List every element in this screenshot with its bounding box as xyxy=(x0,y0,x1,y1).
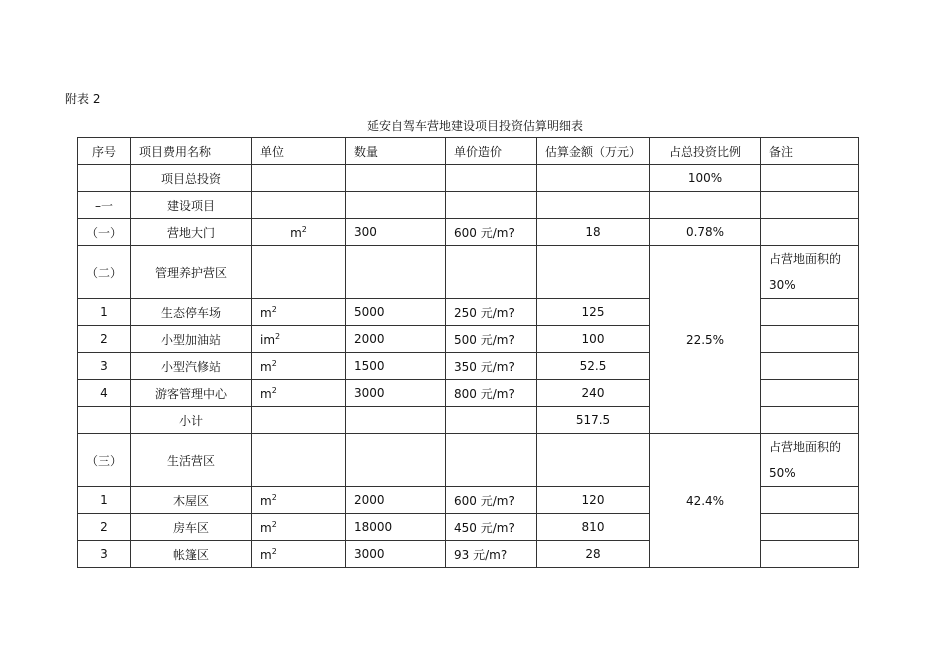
amount-cell: 810 xyxy=(537,514,650,541)
investment-table xyxy=(77,137,859,568)
header-cell: 单价造价 xyxy=(446,138,537,165)
price-cell: 600 元/m? xyxy=(446,487,537,514)
price-cell: 350 元/m? xyxy=(446,353,537,380)
header-cell: 项目费用名称 xyxy=(131,138,252,165)
header-cell: 备注 xyxy=(761,138,859,165)
amount-cell: 240 xyxy=(537,380,650,407)
amount-cell: 100 xyxy=(537,326,650,353)
price-cell: 93 元/m? xyxy=(446,541,537,568)
qty-cell: 300 xyxy=(346,219,446,246)
header-cell: 占总投资比例 xyxy=(650,138,761,165)
name-cell: 营地大门 xyxy=(131,219,252,246)
qty-cell: 3000 xyxy=(346,380,446,407)
name-cell: 生态停车场 xyxy=(131,299,252,326)
price-cell: 500 元/m? xyxy=(446,326,537,353)
no-cell: （二） xyxy=(78,246,131,299)
qty-cell: 2000 xyxy=(346,326,446,353)
price-cell: 600 元/m? xyxy=(446,219,537,246)
unit-cell: $m^2$ xyxy=(252,487,346,514)
ratio-cell: 0.78% xyxy=(650,219,761,246)
no-cell: 3 xyxy=(78,541,131,568)
qty-cell: 3000 xyxy=(346,541,446,568)
no-cell: 1 xyxy=(78,299,131,326)
no-cell: 4 xyxy=(78,380,131,407)
unit-cell: $m^2$ xyxy=(252,299,346,326)
amount-cell: 18 xyxy=(537,219,650,246)
name-cell: 项目总投资 xyxy=(131,165,252,192)
remark-cell: 占营地面积的 30% xyxy=(761,246,859,299)
header-cell: 数量 xyxy=(346,138,446,165)
ratio-cell: 100% xyxy=(650,165,761,192)
no-cell: 3 xyxy=(78,353,131,380)
unit-cell: $m^2$ xyxy=(252,514,346,541)
price-cell: 800 元/m? xyxy=(446,380,537,407)
header-row xyxy=(78,138,859,165)
name-cell: 木屋区 xyxy=(131,487,252,514)
qty-cell: 1500 xyxy=(346,353,446,380)
header-cell: 单位 xyxy=(252,138,346,165)
name-cell: 小计 xyxy=(131,407,252,434)
table-row xyxy=(78,165,859,192)
name-cell: 游客管理中心 xyxy=(131,380,252,407)
name-cell: 生活营区 xyxy=(131,434,252,487)
name-cell: 管理养护营区 xyxy=(131,246,252,299)
amount-cell: 125 xyxy=(537,299,650,326)
qty-cell: 2000 xyxy=(346,487,446,514)
no-cell: 2 xyxy=(78,514,131,541)
amount-cell: 52.5 xyxy=(537,353,650,380)
no-cell xyxy=(78,165,131,192)
remark-cell: 占营地面积的 50% xyxy=(761,434,859,487)
ratio-cell: 22.5% xyxy=(650,246,761,434)
header-cell: 序号 xyxy=(78,138,131,165)
price-cell: 450 元/m? xyxy=(446,514,537,541)
unit-cell: $im^2$ xyxy=(252,326,346,353)
section-row xyxy=(78,246,859,299)
unit-cell: $m^2$ xyxy=(252,541,346,568)
no-cell: 2 xyxy=(78,326,131,353)
header-cell: 估算金额（万元） xyxy=(537,138,650,165)
name-cell: 小型加油站 xyxy=(131,326,252,353)
name-cell: 房车区 xyxy=(131,514,252,541)
no-cell: （一） xyxy=(78,219,131,246)
unit-cell: $m^2$ xyxy=(252,353,346,380)
amount-cell: 517.5 xyxy=(537,407,650,434)
name-cell: 小型汽修站 xyxy=(131,353,252,380)
qty-cell: 18000 xyxy=(346,514,446,541)
table-row xyxy=(78,192,859,219)
amount-cell: 120 xyxy=(537,487,650,514)
appendix-label: 附表 2 xyxy=(65,92,101,106)
no-cell: 1 xyxy=(78,487,131,514)
qty-cell: 5000 xyxy=(346,299,446,326)
no-cell: （三） xyxy=(78,434,131,487)
amount-cell: 28 xyxy=(537,541,650,568)
name-cell: 建设项目 xyxy=(131,192,252,219)
ratio-cell: 42.4% xyxy=(650,434,761,568)
unit-cell: $m^2$ xyxy=(252,380,346,407)
section-row xyxy=(78,434,859,487)
table-title: 延安自驾车营地建设项目投资估算明细表 xyxy=(366,119,583,133)
table-row xyxy=(78,219,859,246)
name-cell: 帐篷区 xyxy=(131,541,252,568)
price-cell: 250 元/m? xyxy=(446,299,537,326)
no-cell: –一 xyxy=(78,192,131,219)
unit-cell: $m^2$ xyxy=(252,219,346,246)
